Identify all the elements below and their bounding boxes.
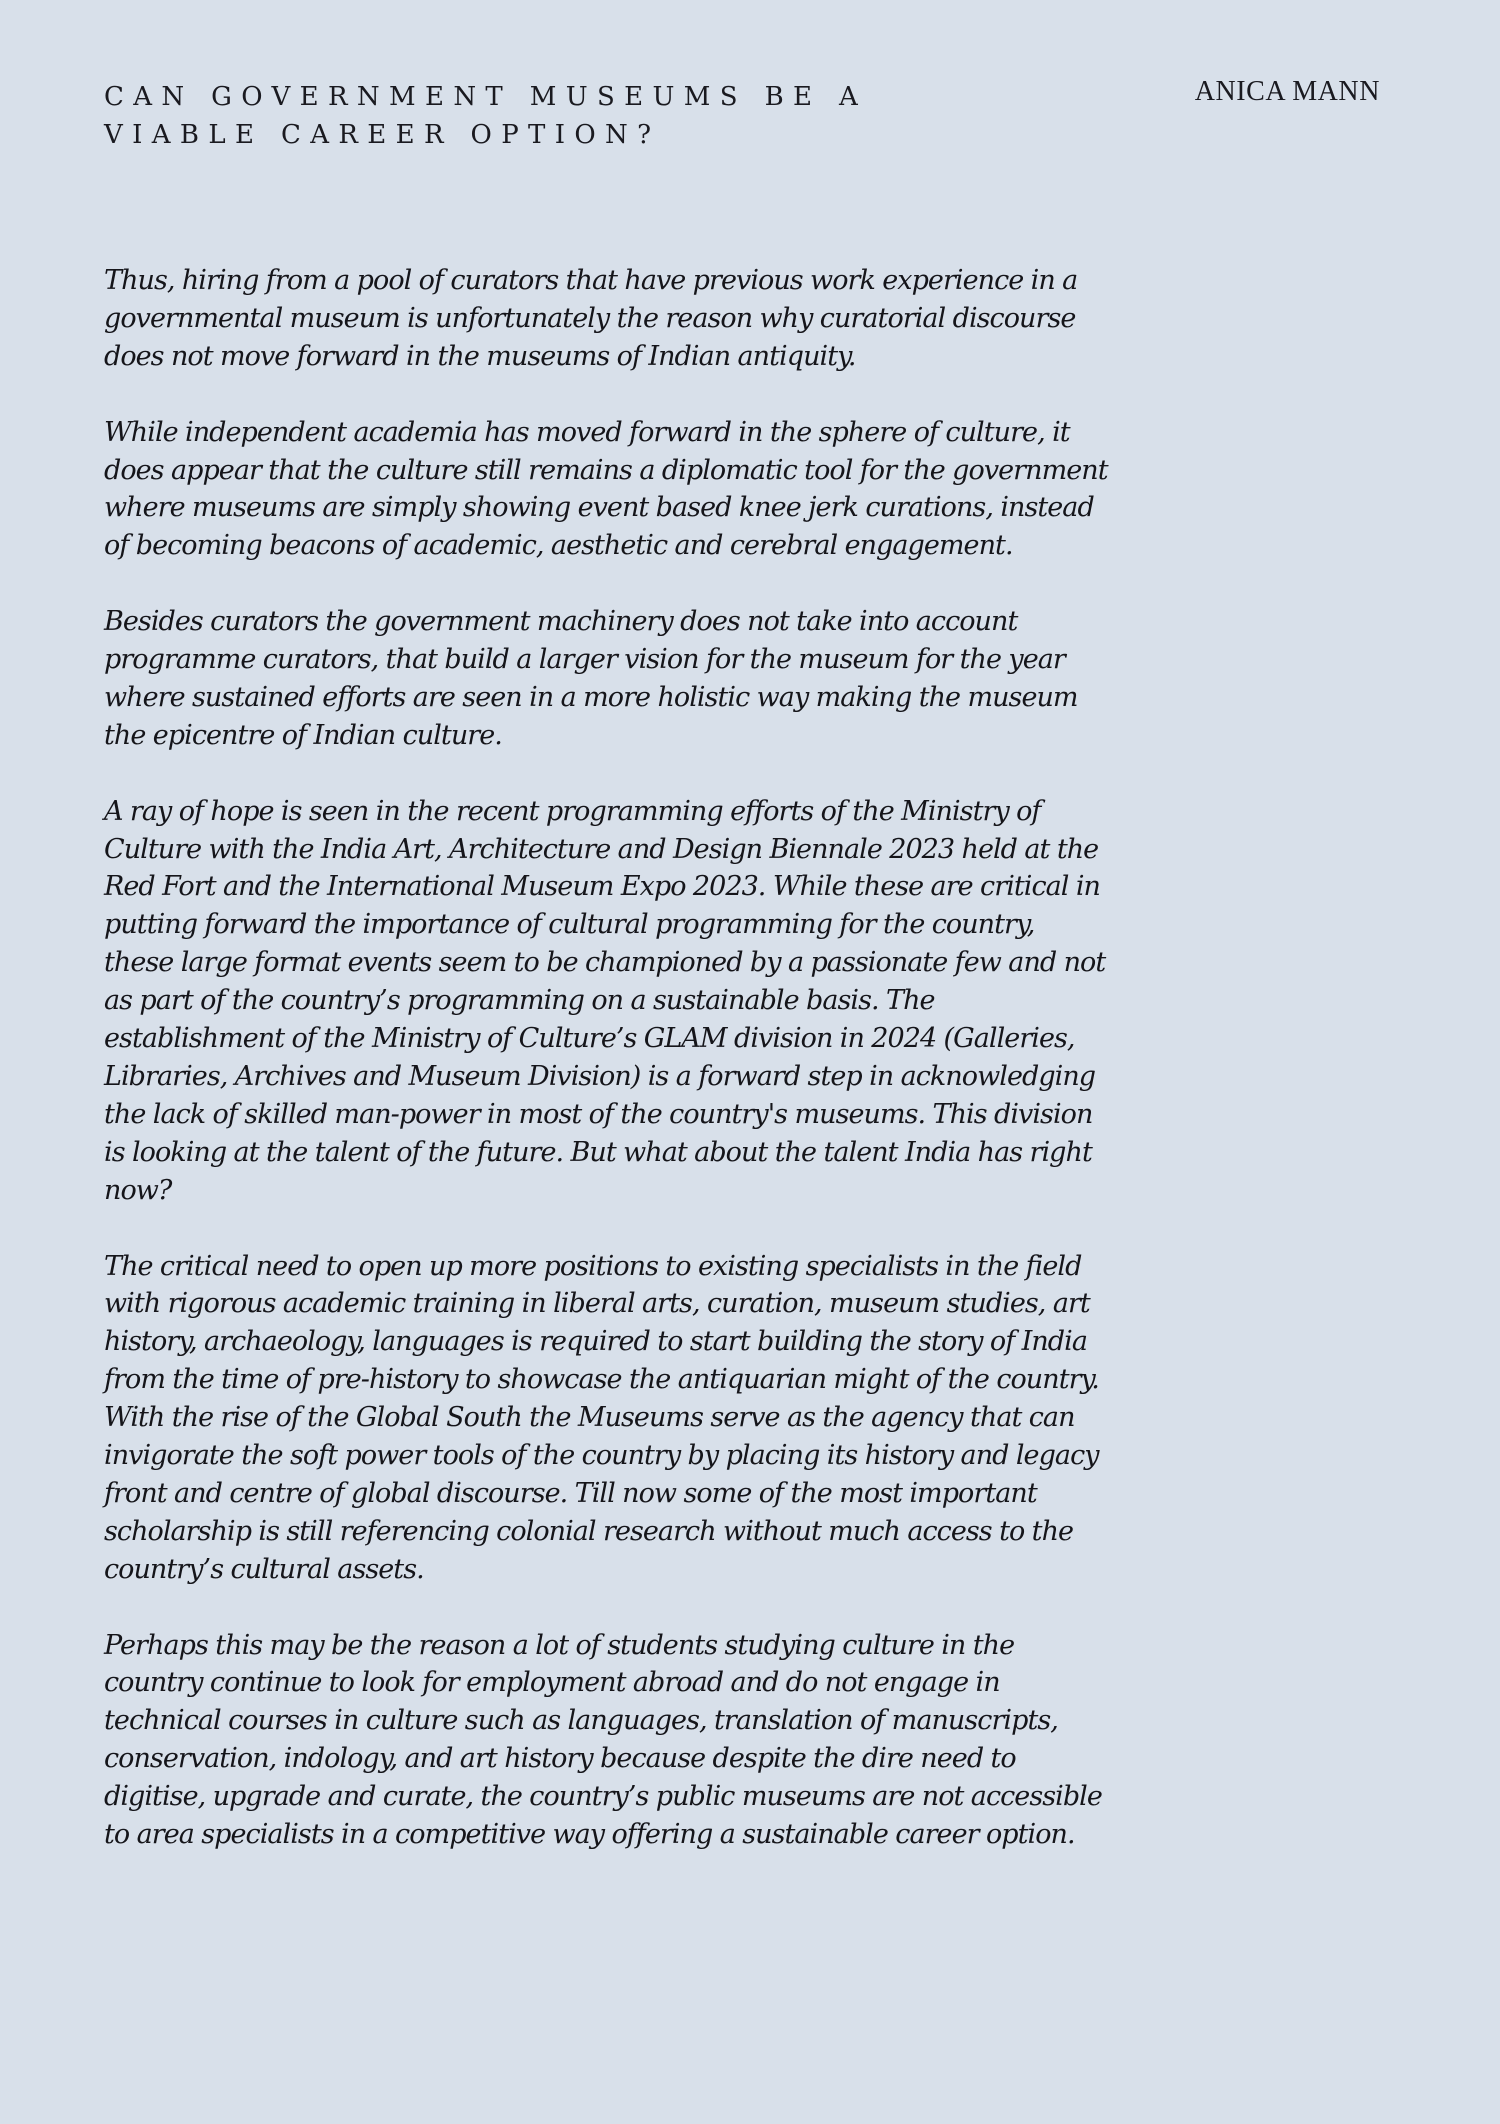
author-name: ANICA MANN: [1194, 76, 1380, 107]
article-body: [104, 262, 1108, 1892]
paragraph: The critical need to open up more positions to existing specialists in the field with rigorous academic training in liberal arts, curation, museum studies, art history, archaeology, languages is required to start building the story of India from the time of pre-history to showcase the antiquarian might of the country. With the rise of the Global South the Museums serve as the agency that can invigorate the soft power tools of the country by placing its history and legacy front and centre of global discourse. Till now some of the most important scholarship is still referencing colonial research without much access to the country’s cultural assets.: [104, 1250, 1099, 1585]
article-title: CAN GOVERNMENT MUSEUMS BE A VIABLE CAREER OPTION?: [104, 82, 868, 150]
paragraph: Perhaps this may be the reason a lot of students studying culture in the country continue to look for employment abroad and do not engage in technical courses in culture such as languages, translation of manuscripts, conservation, indology, and art history because despite the dire need to digitise, upgrade and curate, the country’s public museums are not accessible to area specialists in a competitive way offering a sustainable career option.: [104, 1629, 1102, 1851]
paragraph: Besides curators the government machinery does not take into account programme curators, that build a larger vision for the museum for the year where sustained efforts are seen in a more holistic way making the museum the epicentre of Indian culture.: [104, 606, 1078, 751]
paragraph: A ray of hope is seen in the recent programming efforts of the Ministry of Culture with the India Art, Architecture and Design Biennale 2023 held at the Red Fort and the International Museum Expo 2023. While these are critical in putting forward the importance of cultural programming for the country, these large format events seem to be championed by a passionate few and not as part of the country’s programming on a sustainable basis. The establishment of the Ministry of Culture’s GLAM division in 2024 (Galleries, Libraries, Archives and Museum Division) is a forward step in acknowledging the lack of skilled man-power in most of the country's museums. This division is looking at the talent of the future. But what about the talent India has right now?: [104, 795, 1106, 1206]
paragraph: While independent academia has moved forward in the sphere of culture, it does appear that the culture still remains a diplomatic tool for the government where museums are simply showing event based knee jerk curations, instead of becoming beacons of academic, aesthetic and cerebral engagement.: [104, 416, 1108, 562]
paragraph: Thus, hiring from a pool of curators that have previous work experience in a governmental museum is unfortunately the reason why curatorial discourse does not move forward in the museums of Indian antiquity.: [104, 265, 1078, 372]
